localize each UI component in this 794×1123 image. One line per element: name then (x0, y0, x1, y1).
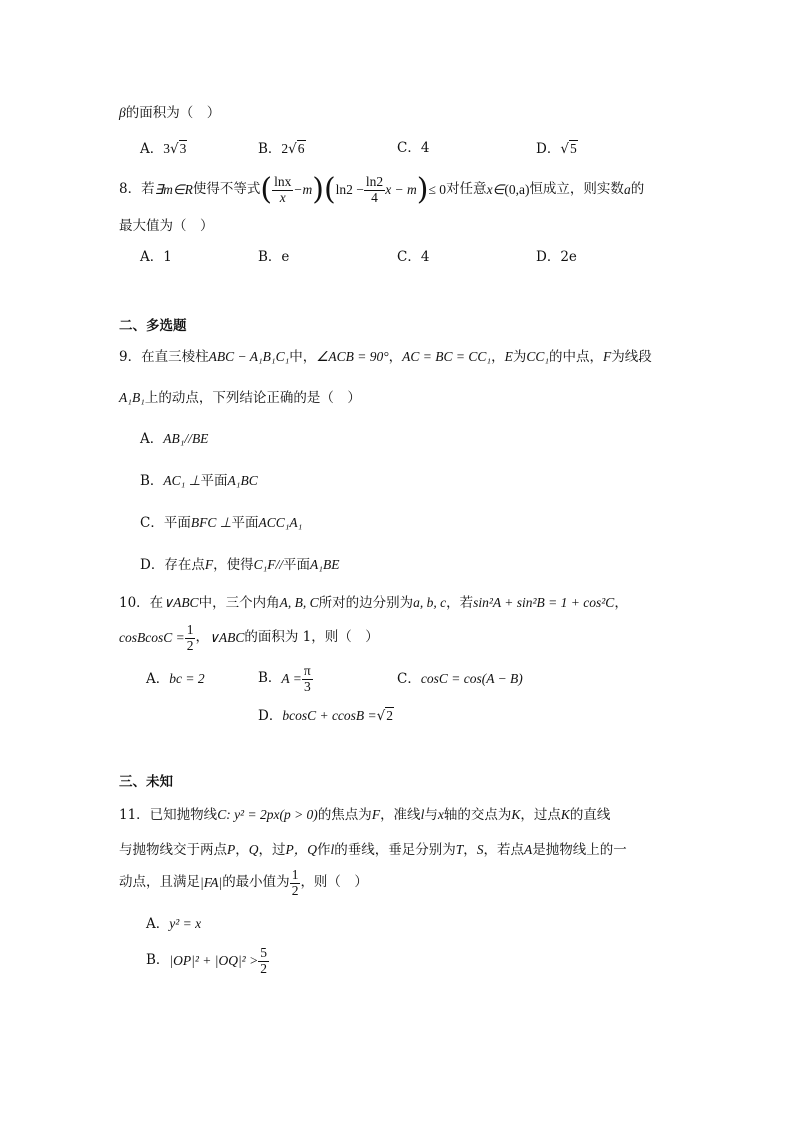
q7-option-b: B．2√6 (258, 141, 305, 157)
q11-option-b: B． |OP|² + |OQ|² > $\frac{5}{2}$ (146, 945, 267, 976)
q7-option-c: C．4 (397, 140, 430, 156)
q10-option-b: B． A = $\frac{\pi}{3}$ (258, 663, 311, 694)
q7-option-a: A．3√3 (140, 141, 187, 157)
ln2-fraction: $\frac{\ln 2}{4}$ (365, 174, 384, 205)
q9-stem: 9．在直三棱柱ABC − A₁B₁C₁中，∠ACB = 90°，AC = BC = CC₁，E为CC₁的中点，F为线段 (119, 349, 652, 365)
q9-option-b: B．AC₁ ⊥平面A₁BC (140, 473, 258, 489)
q11-option-a: A．y² = x (146, 916, 202, 932)
q7-tail: β的面积为（ ） (119, 105, 221, 121)
q10-stem: 10．在∨ABC中，三个内角A, B, C所对的边分别为a, b, c，若sin²A + sin²B = 1 + cos²C， (119, 595, 628, 611)
q8-line2: 最大值为（ ） (119, 218, 214, 234)
ln-x-fraction: $\frac{\ln x}{x}$ (274, 174, 292, 205)
section-heading-multiple-choice: 二、多选题 (119, 318, 187, 334)
q8-option-a: A．1 (140, 249, 172, 265)
q7-option-d: D．√5 (536, 141, 577, 157)
q11-stem: 11．已知抛物线C: y² = 2px(p > 0)的焦点为F，准线l与x轴的交点为K，过点K的直线 (119, 807, 611, 823)
q10-option-d: D．bcosC + ccosB =√2 (258, 708, 394, 724)
q8-option-c: C．4 (397, 249, 430, 265)
q10-option-a: A．bc = 2 (146, 671, 205, 687)
q9-option-c: C．平面BFC ⊥平面ACC₁A₁ (140, 515, 303, 531)
q8-option-b: B．e (258, 249, 290, 265)
q10-line2: cosBcosC = $\frac{1}{2}$ ， ∨ABC 的面积为 1，则（ ） (119, 622, 379, 653)
q10-option-c: C．cosC = cos(A − B) (397, 671, 523, 687)
q11-line2: 与抛物线交于两点P，Q，过P，Q作l的垂线，垂足分别为T，S，若点A是抛物线上的一 (119, 842, 627, 858)
q9-option-a: A．AB₁//BE (140, 431, 209, 447)
section-heading-unknown: 三、未知 (119, 774, 173, 790)
q8-stem: 8．若 ∃m∈R 使得不等式 ( $\frac{\ln x}{x}$ −m ) ( ln2 − $\frac{\ln 2}{4}$ x − m ) ≤ 0 对任意 x∈ (0,a) 恒成立，则实数 a 的 (119, 172, 645, 207)
q9-line2: A₁B₁上的动点，下列结论正确的是（ ） (119, 390, 361, 406)
q11-line3: 动点，且满足 |FA| 的最小值为 $\frac{1}{2}$ ，则（ ） (119, 867, 368, 898)
q8-option-d: D．2e (536, 249, 577, 265)
q9-option-d: D．存在点F，使得C₁F//平面A₁BE (140, 557, 340, 573)
